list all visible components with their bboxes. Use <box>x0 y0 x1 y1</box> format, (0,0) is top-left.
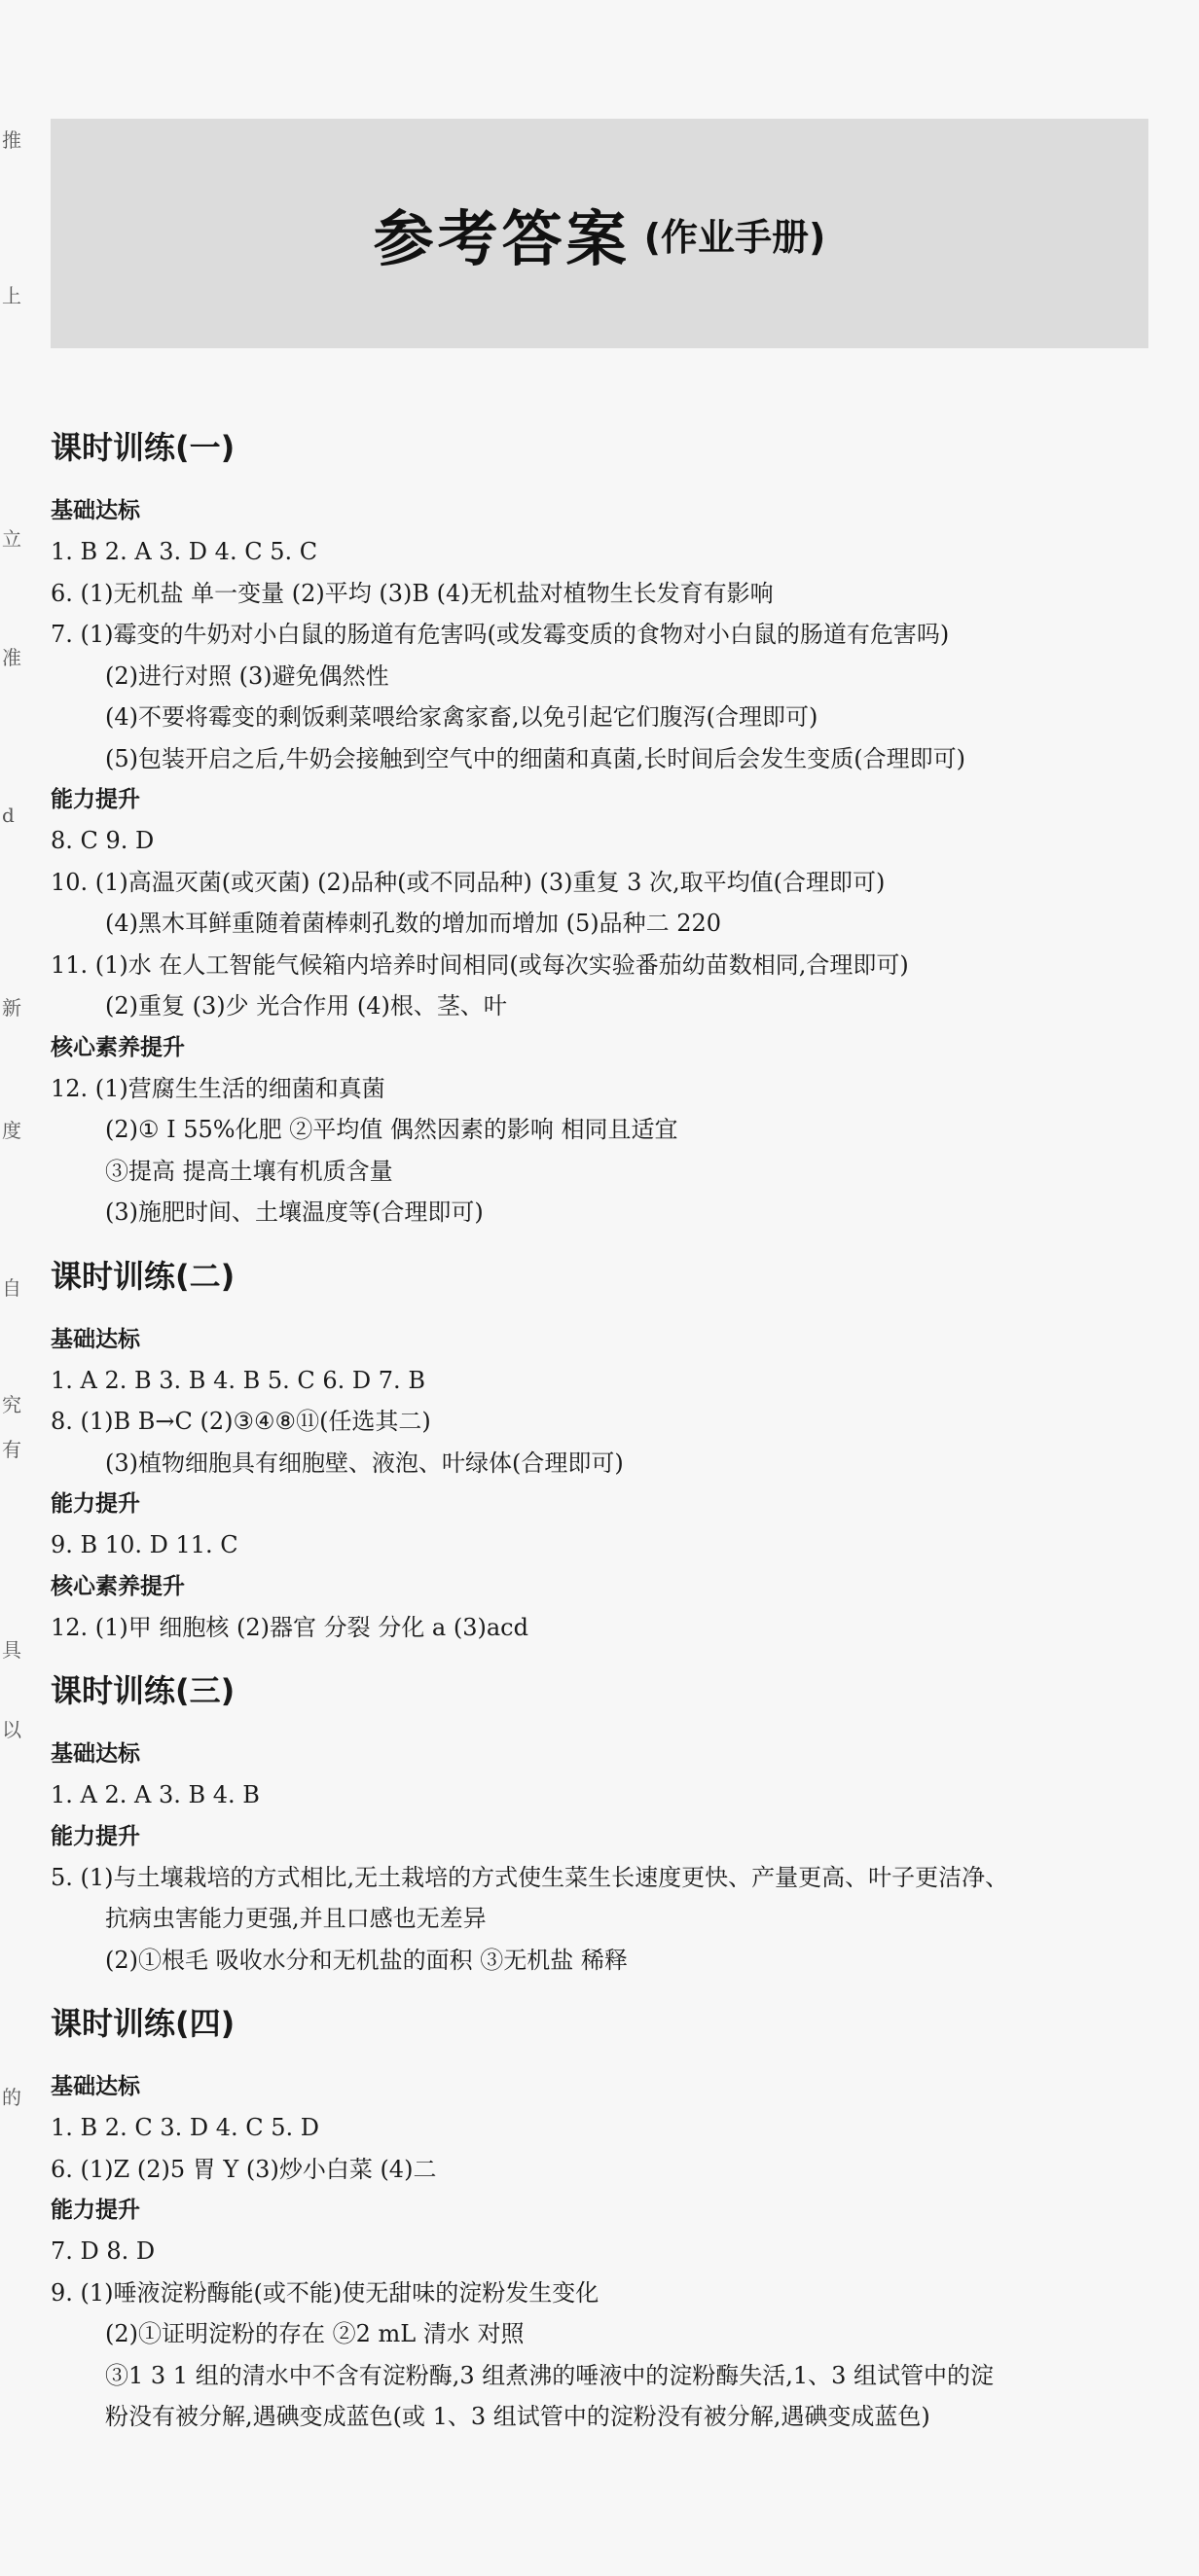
answer-line: 12. (1)甲 细胞核 (2)器官 分裂 分化 a (3)acd <box>51 1613 528 1641</box>
answer-section <box>51 1255 1170 1649</box>
answer-line: 7. (1)霉变的牛奶对小白鼠的肠道有危害吗(或发霉变质的食物对小白鼠的肠道有危害吗) <box>51 621 950 648</box>
answer-line-continued: (4)不要将霉变的剩饭剩菜喂给家禽家畜,以免引起它们腹泻(合理即可) <box>105 703 818 731</box>
answer-line: 5. (1)与土壤栽培的方式相比,无土栽培的方式使生菜生长速度更快、产量更高、叶子更洁净、 <box>51 1863 1009 1891</box>
answer-section <box>51 426 1170 1234</box>
answer-line-continued: (2)进行对照 (3)避免偶然性 <box>105 662 389 690</box>
answer-line-continued: (3)施肥时间、土壤温度等(合理即可) <box>105 1199 484 1226</box>
answer-line: 9. B 10. D 11. C <box>51 1531 238 1558</box>
answer-section <box>51 1669 1170 1981</box>
margin-char: d <box>2 804 15 827</box>
page-subtitle: (作业手册) <box>643 215 826 259</box>
answer-line: 12. (1)营腐生生活的细菌和真菌 <box>51 1074 385 1102</box>
subsection-heading: 基础达标 <box>51 498 140 523</box>
answer-line-continued: ③1 3 1 组的清水中不含有淀粉酶,3 组煮沸的唾液中的淀粉酶失活,1、3 组试管中的淀 <box>105 2361 995 2389</box>
subsection-heading: 能力提升 <box>51 787 140 812</box>
margin-char: 推 <box>2 128 21 152</box>
title-banner <box>51 119 1148 348</box>
margin-char: 自 <box>2 1276 21 1300</box>
answer-line-continued: (2)① Ⅰ 55%化肥 ②平均值 偶然因素的影响 相同且适宜 <box>105 1116 678 1143</box>
answer-line: 1. B 2. A 3. D 4. C 5. C <box>51 538 318 565</box>
margin-char: 上 <box>2 284 21 307</box>
subsection-heading: 核心素养提升 <box>51 1573 185 1599</box>
margin-char: 度 <box>2 1119 21 1142</box>
answer-line: 9. (1)唾液淀粉酶能(或不能)使无甜味的淀粉发生变化 <box>51 2278 600 2307</box>
section-spacer <box>51 1648 1170 1669</box>
subsection-heading: 基础达标 <box>51 1741 140 1767</box>
subsection-heading: 基础达标 <box>51 2074 140 2099</box>
subsection-heading: 能力提升 <box>51 2198 140 2223</box>
answer-line: 6. (1)无机盐 单一变量 (2)平均 (3)B (4)无机盐对植物生长发育有影响 <box>51 579 774 607</box>
answer-line: 7. D 8. D <box>51 2237 156 2265</box>
section-title: 课时训练(三) <box>51 1672 236 1709</box>
margin-char: 具 <box>2 1638 21 1662</box>
section-title: 课时训练(二) <box>51 1257 236 1295</box>
margin-char: 的 <box>2 2086 21 2109</box>
subsection-heading: 核心素养提升 <box>51 1034 185 1060</box>
section-spacer <box>51 1234 1170 1255</box>
subsection-heading: 能力提升 <box>51 1823 140 1849</box>
answer-line: 1. A 2. B 3. B 4. B 5. C 6. D 7. B <box>51 1366 425 1394</box>
binding-margin <box>0 0 29 2576</box>
answer-section <box>51 2002 1170 2438</box>
margin-char: 究 <box>2 1393 21 1416</box>
answer-line-continued: (2)重复 (3)少 光合作用 (4)根、茎、叶 <box>105 992 507 1020</box>
answer-line-continued: (4)黑木耳鲜重随着菌棒刺孔数的增加而增加 (5)品种二 220 <box>105 910 722 937</box>
answer-line: 8. (1)B B→C (2)③④⑧⑪(任选其二) <box>51 1408 431 1435</box>
answer-line: 11. (1)水 在人工智能气候箱内培养时间相同(或每次实验番茄幼苗数相同,合理即可) <box>51 950 909 979</box>
margin-char: 有 <box>2 1438 21 1461</box>
answer-line-continued: (3)植物细胞具有细胞壁、液泡、叶绿体(合理即可) <box>105 1449 624 1477</box>
subsection-heading: 能力提升 <box>51 1491 140 1517</box>
margin-char: 以 <box>2 1718 21 1741</box>
answer-line-continued: 粉没有被分解,遇碘变成蓝色(或 1、3 组试管中的淀粉没有被分解,遇碘变成蓝色) <box>105 2403 930 2430</box>
section-title: 课时训练(一) <box>51 429 236 466</box>
answer-line: 10. (1)高温灭菌(或灭菌) (2)品种(或不同品种) (3)重复 3 次,取平均值(合理即可) <box>51 868 886 896</box>
answer-line-continued: (2)①证明淀粉的存在 ②2 mL 清水 对照 <box>105 2320 525 2347</box>
section-spacer <box>51 1981 1170 2002</box>
answer-content <box>51 426 1170 2438</box>
answer-line-continued: (5)包装开启之后,牛奶会接触到空气中的细菌和真菌,长时间后会发生变质(合理即可) <box>105 744 965 772</box>
answer-line: 1. A 2. A 3. B 4. B <box>51 1781 260 1808</box>
subsection-heading: 基础达标 <box>51 1326 140 1352</box>
answer-line-continued: ③提高 提高土壤有机质含量 <box>105 1157 393 1185</box>
answer-line-continued: 抗病虫害能力更强,并且口感也无差异 <box>105 1905 487 1932</box>
margin-char: 准 <box>2 646 21 669</box>
answer-line: 6. (1)Z (2)5 胃 Y (3)炒小白菜 (4)二 <box>51 2155 437 2183</box>
section-title: 课时训练(四) <box>51 2005 236 2042</box>
page-title: 参考答案 <box>373 202 631 274</box>
margin-char: 立 <box>2 527 21 551</box>
answer-line: 8. C 9. D <box>51 827 155 854</box>
answer-line-continued: (2)①根毛 吸收水分和无机盐的面积 ③无机盐 稀释 <box>105 1946 628 1974</box>
margin-char: 新 <box>2 996 21 1020</box>
answer-line: 1. B 2. C 3. D 4. C 5. D <box>51 2114 319 2141</box>
